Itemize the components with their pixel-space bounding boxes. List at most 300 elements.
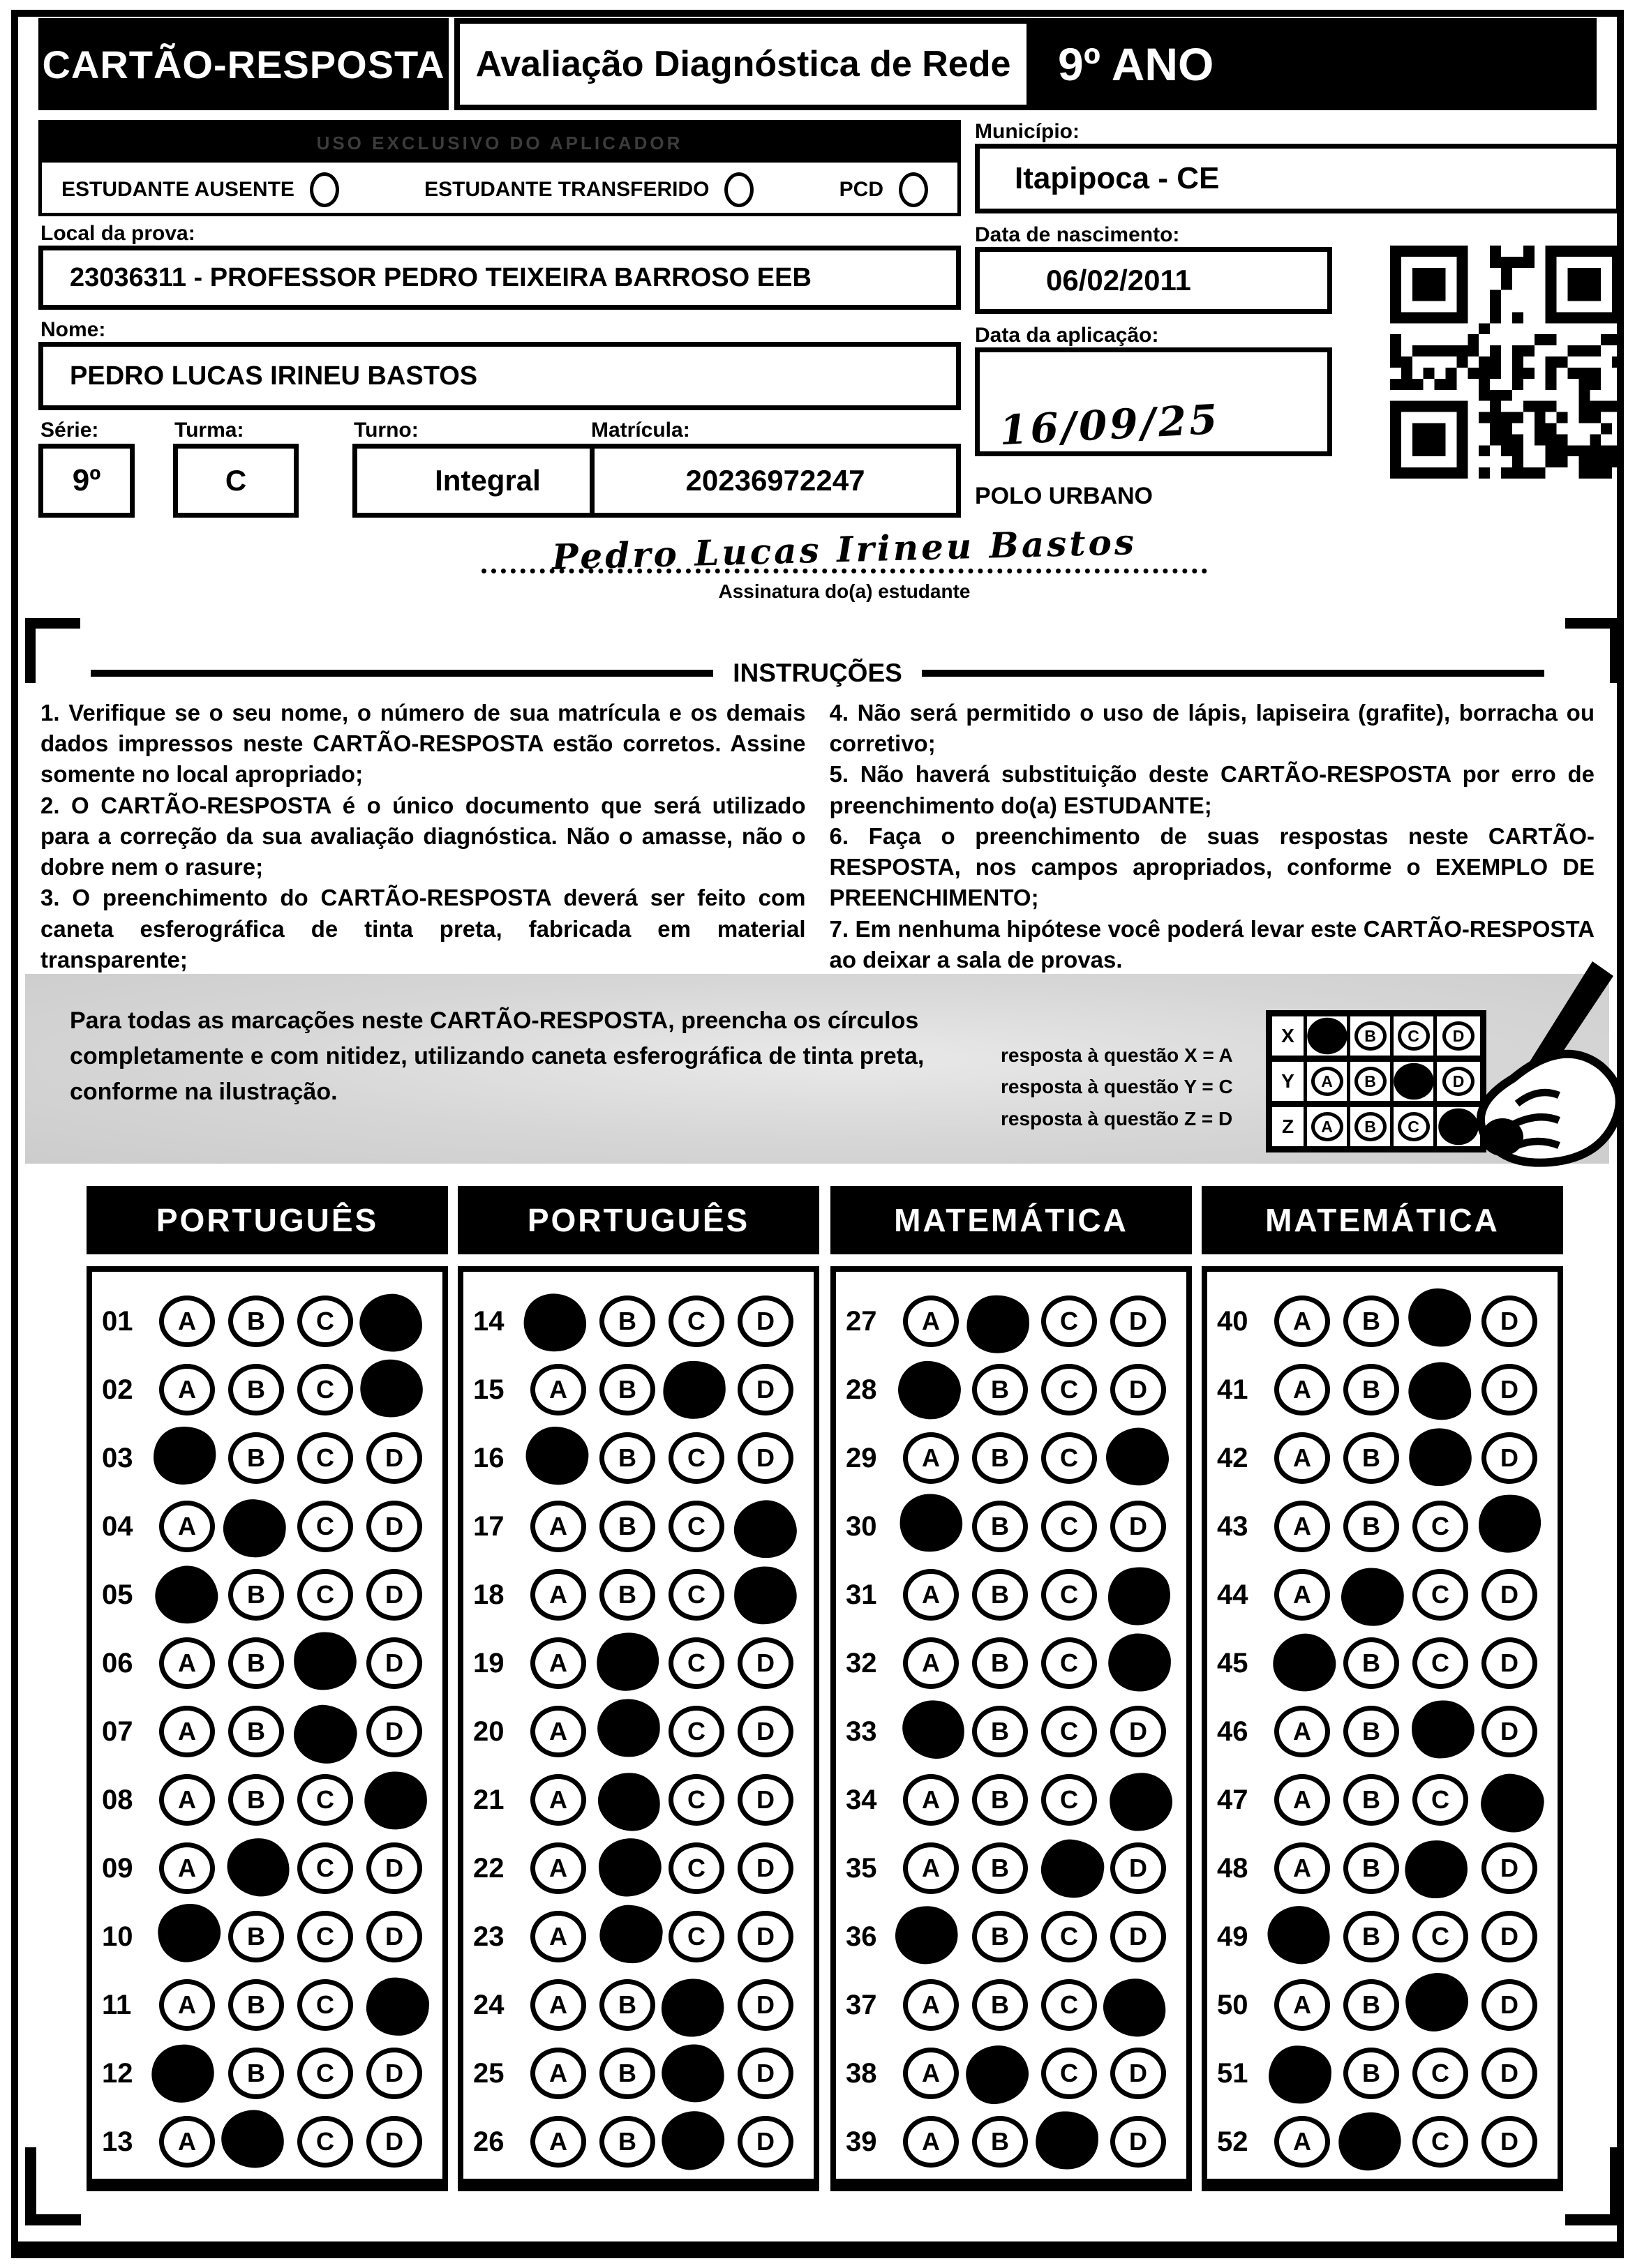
answer-bubble-21-A[interactable]: A [530, 1774, 586, 1826]
answer-bubble-43-C[interactable]: C [1412, 1501, 1468, 1552]
answer-bubble-39-B[interactable]: B [972, 2116, 1028, 2168]
answer-row [463, 2039, 814, 2108]
answer-bubble-30-C[interactable]: C [1041, 1501, 1097, 1552]
answer-bubble-29-C[interactable]: C [1041, 1432, 1097, 1484]
answer-bubble-13-B[interactable] [221, 2110, 284, 2168]
answer-bubble-35-D[interactable]: D [1110, 1842, 1166, 1894]
answer-bubble-22-D[interactable]: D [738, 1842, 793, 1894]
example-bubble: A [1311, 1112, 1343, 1141]
answer-bubble-46-D[interactable]: D [1481, 1706, 1537, 1757]
answer-bubble-36-D[interactable]: D [1110, 1911, 1166, 1962]
answer-bubble-01-C[interactable]: C [297, 1296, 353, 1347]
answer-bubble-30-A[interactable] [897, 1492, 964, 1554]
answer-bubble-50-A[interactable]: A [1274, 1979, 1330, 2031]
question-number: 41 [1217, 1374, 1248, 1405]
question-number: 11 [102, 1989, 132, 2020]
answer-bubble-43-B[interactable]: B [1343, 1501, 1399, 1552]
example-text: Para todas as marcações neste CARTÃO-RESPOSTA, preencha os círculos completamente e com nitidez, utilizando caneta esferográfica de tinta preta, conforme na ilustração. [70, 1007, 925, 1105]
answer-bubble-25-B[interactable]: B [599, 2048, 655, 2099]
answer-bubble-31-B[interactable]: B [972, 1569, 1028, 1621]
answer-bubble-29-A[interactable]: A [903, 1432, 959, 1484]
answer-bubble-31-A[interactable]: A [903, 1569, 959, 1621]
answer-bubble-42-D[interactable]: D [1481, 1432, 1537, 1484]
answer-bubble-15-B[interactable]: B [599, 1364, 655, 1415]
answer-bubble-35-C[interactable] [1038, 1835, 1107, 1902]
answer-bubble-24-B[interactable]: B [599, 1979, 655, 2031]
answer-bubble-14-A[interactable] [519, 1289, 592, 1357]
answer-bubble-15-A[interactable]: A [530, 1364, 586, 1415]
answer-bubble-07-D[interactable]: D [366, 1706, 422, 1757]
answer-bubble-20-A[interactable]: A [530, 1706, 586, 1757]
answer-bubble-15-C[interactable] [661, 1359, 727, 1421]
instructions-columns [40, 698, 1595, 975]
answer-bubble-09-C[interactable]: C [297, 1842, 353, 1894]
answer-bubble-19-B[interactable] [591, 1627, 664, 1697]
answer-bubble-33-B[interactable]: B [972, 1706, 1028, 1757]
answer-bubble-05-A[interactable] [151, 1561, 223, 1629]
answer-bubble-41-D[interactable]: D [1481, 1364, 1537, 1415]
answer-bubble-28-D[interactable]: D [1110, 1364, 1166, 1415]
answer-row [836, 1902, 1186, 1971]
example-legend-line: resposta à questão Y = C [1001, 1076, 1233, 1098]
answer-bubble-40-D[interactable]: D [1481, 1296, 1537, 1347]
answer-row [92, 2039, 442, 2108]
question-number: 50 [1217, 1989, 1248, 2020]
answer-bubble-03-A[interactable] [151, 1423, 219, 1487]
instructions-title: INSTRUÇÕES [733, 659, 902, 687]
answer-bubble-05-C[interactable]: C [297, 1569, 353, 1621]
aplicacao-label: Data da aplicação: [975, 324, 1159, 347]
answer-bubble-39-C[interactable] [1036, 2112, 1098, 2170]
answer-bubble-13-C[interactable]: C [297, 2116, 353, 2168]
nascimento-label: Data de nascimento: [975, 223, 1180, 246]
question-number: 35 [846, 1852, 877, 1884]
answer-bubble-09-A[interactable]: A [159, 1842, 215, 1894]
instruction-item: 7. Em nenhuma hipótese você poderá levar este CARTÃO-RESPOSTA ao deixar a sala de provas. [829, 915, 1595, 972]
answer-column [87, 1186, 448, 2191]
serie-field: 9º [38, 444, 135, 518]
question-number: 40 [1217, 1305, 1248, 1337]
answer-bubble-31-C[interactable]: C [1041, 1569, 1097, 1621]
answer-bubble-23-C[interactable]: C [669, 1911, 724, 1962]
answer-grid [830, 1266, 1192, 2191]
answer-bubble-24-D[interactable]: D [738, 1979, 793, 2031]
answer-bubble-10-B[interactable]: B [228, 1911, 284, 1962]
answer-column [830, 1186, 1192, 2191]
exam-title: Avaliação Diagnóstica de Rede [454, 18, 1032, 110]
answer-bubble-51-B[interactable]: B [1343, 2048, 1399, 2099]
answer-bubble-22-B[interactable] [597, 1835, 664, 1898]
answer-bubble-07-C[interactable] [289, 1699, 362, 1769]
answer-bubble-32-A[interactable]: A [903, 1637, 959, 1689]
answer-bubble-25-A[interactable]: A [530, 2048, 586, 2099]
question-number: 12 [102, 2057, 133, 2089]
answer-bubble-43-A[interactable]: A [1274, 1501, 1330, 1552]
answer-bubble-21-B[interactable] [593, 1768, 665, 1835]
answer-row [836, 2039, 1186, 2108]
answer-row [836, 1697, 1186, 1766]
answer-bubble-03-B[interactable]: B [228, 1432, 284, 1484]
answer-bubble-27-B[interactable] [966, 1294, 1030, 1354]
answer-bubble-18-D[interactable] [733, 1565, 798, 1625]
answer-bubble-12-A[interactable] [147, 2039, 219, 2108]
answer-bubble-23-A[interactable]: A [530, 1911, 586, 1962]
answer-bubble-36-A[interactable] [892, 1902, 961, 1967]
answer-bubble-03-D[interactable]: D [366, 1432, 422, 1484]
answer-bubble-38-B[interactable] [961, 2041, 1033, 2109]
corner-mark-bottom-left [25, 2147, 81, 2225]
answer-bubble-19-C[interactable]: C [669, 1637, 724, 1689]
answer-bubble-18-C[interactable]: C [669, 1569, 724, 1621]
turma-label: Turma: [174, 419, 244, 442]
answer-bubble-45-B[interactable]: B [1343, 1637, 1399, 1689]
question-number: 09 [102, 1852, 133, 1884]
answer-bubble-08-B[interactable]: B [228, 1774, 284, 1826]
question-number: 32 [846, 1647, 877, 1679]
answer-row [836, 1492, 1186, 1561]
answer-bubble-40-B[interactable]: B [1343, 1296, 1399, 1347]
question-number: 22 [473, 1852, 505, 1884]
answer-bubble-37-C[interactable]: C [1041, 1979, 1097, 2031]
answer-bubble-18-B[interactable]: B [599, 1569, 655, 1621]
answer-bubble-17-D[interactable] [730, 1496, 800, 1563]
answer-bubble-47-C[interactable]: C [1412, 1774, 1468, 1826]
answer-bubble-32-B[interactable]: B [972, 1637, 1028, 1689]
answer-bubble-41-B[interactable]: B [1343, 1364, 1399, 1415]
aplicador-option-label: ESTUDANTE TRANSFERIDO [424, 177, 710, 201]
answer-bubble-36-C[interactable]: C [1041, 1911, 1097, 1962]
answer-bubble-48-A[interactable]: A [1274, 1842, 1330, 1894]
answer-bubble-06-A[interactable]: A [159, 1637, 215, 1689]
answer-bubble-49-A[interactable] [1264, 1903, 1333, 1967]
answer-grid [87, 1266, 448, 2191]
answer-bubble-35-A[interactable]: A [903, 1842, 959, 1894]
answer-bubble-31-D[interactable] [1103, 1562, 1175, 1630]
answer-bubble-09-B[interactable] [223, 1834, 293, 1900]
answer-bubble-14-C[interactable]: C [669, 1296, 724, 1347]
answer-bubble-12-C[interactable]: C [297, 2048, 353, 2099]
answer-column [458, 1186, 819, 2191]
aplicador-option [424, 172, 754, 207]
answer-bubble-13-A[interactable]: A [159, 2116, 215, 2168]
answer-bubble-17-A[interactable]: A [530, 1501, 586, 1552]
instruction-item: 1. Verifique se o seu nome, o número de sua matrícula e os demais dados impressos neste CARTÃO-RESPOSTA estão corretos. Assine somente no local apropriado; [40, 700, 806, 788]
question-number: 06 [102, 1647, 133, 1679]
answer-bubble-09-D[interactable]: D [366, 1842, 422, 1894]
answer-bubble-52-A[interactable]: A [1274, 2116, 1330, 2168]
answer-bubble-26-C[interactable] [656, 2105, 730, 2176]
answer-bubble-50-D[interactable]: D [1481, 1979, 1537, 2031]
question-number: 48 [1217, 1852, 1248, 1884]
answer-bubble-33-D[interactable]: D [1110, 1706, 1166, 1757]
municipio-label: Município: [975, 120, 1080, 143]
answer-bubble-41-A[interactable]: A [1274, 1364, 1330, 1415]
answer-bubble-38-D[interactable]: D [1110, 2048, 1166, 2099]
answer-bubble-01-D[interactable] [359, 1293, 423, 1353]
answer-bubble-47-D[interactable] [1477, 1769, 1548, 1837]
answer-bubble-44-D[interactable]: D [1481, 1569, 1537, 1621]
answer-bubble-27-A[interactable]: A [903, 1296, 959, 1347]
answer-bubble-08-A[interactable]: A [159, 1774, 215, 1826]
answer-bubble-48-C[interactable] [1403, 1838, 1470, 1900]
answer-bubble-39-A[interactable]: A [903, 2116, 959, 2168]
answer-bubble-45-D[interactable]: D [1481, 1637, 1537, 1689]
answer-bubble-02-B[interactable]: B [228, 1364, 284, 1415]
question-number: 52 [1217, 2126, 1248, 2157]
hand-with-pen-icon [1387, 957, 1635, 1187]
answer-bubble-01-A[interactable]: A [159, 1296, 215, 1347]
question-number: 31 [846, 1579, 877, 1610]
question-number: 10 [102, 1921, 133, 1952]
answer-bubble-22-A[interactable]: A [530, 1842, 586, 1894]
question-number: 29 [846, 1442, 877, 1473]
answer-bubble-34-D[interactable] [1108, 1771, 1174, 1832]
answer-bubble-45-A[interactable] [1267, 1628, 1341, 1698]
answer-bubble-49-D[interactable]: D [1481, 1911, 1537, 1962]
question-number: 07 [102, 1715, 133, 1747]
answer-bubble-38-A[interactable]: A [903, 2048, 959, 2099]
answer-row [463, 1697, 814, 1766]
answer-bubble-32-C[interactable]: C [1041, 1637, 1097, 1689]
answer-bubble-19-D[interactable]: D [738, 1637, 793, 1689]
polo-label: POLO URBANO [975, 483, 1153, 509]
answer-bubble-24-C[interactable] [657, 1974, 728, 2041]
answer-bubble-49-C[interactable]: C [1412, 1911, 1468, 1962]
answer-bubble-50-C[interactable] [1402, 1969, 1472, 2036]
example-bubble: C [1398, 1021, 1430, 1051]
instruction-item: 5. Não haverá substituição deste CARTÃO-RESPOSTA por erro de preenchimento do(a) ESTUDANTE; [829, 761, 1595, 818]
answer-bubble-26-D[interactable]: D [738, 2116, 793, 2168]
local-field: 23036311 - PROFESSOR PEDRO TEIXEIRA BARROSO EEB [38, 246, 961, 310]
question-number: 17 [473, 1510, 505, 1542]
answer-bubble-27-D[interactable]: D [1110, 1296, 1166, 1347]
answer-bubble-26-A[interactable]: A [530, 2116, 586, 2168]
answer-bubble-21-D[interactable]: D [738, 1774, 793, 1826]
answer-bubble-23-B[interactable] [597, 1902, 666, 1967]
answer-bubble-06-C[interactable] [294, 1632, 357, 1690]
answer-bubble-16-D[interactable]: D [738, 1432, 793, 1484]
answer-bubble-44-B[interactable] [1340, 1566, 1405, 1627]
answer-bubble-47-A[interactable]: A [1274, 1774, 1330, 1826]
answer-bubble-22-C[interactable]: C [669, 1842, 724, 1894]
answer-bubble-10-D[interactable]: D [366, 1911, 422, 1962]
answer-bubble-29-D[interactable] [1103, 1425, 1172, 1489]
answer-bubble-27-C[interactable]: C [1041, 1296, 1097, 1347]
answer-bubble-04-D[interactable]: D [366, 1501, 422, 1552]
answer-column-subject: PORTUGUÊS [458, 1186, 819, 1254]
answer-bubble-21-C[interactable]: C [669, 1774, 724, 1826]
question-number: 28 [846, 1374, 877, 1405]
answer-bubble-10-C[interactable]: C [297, 1911, 353, 1962]
answer-bubble-42-A[interactable]: A [1274, 1432, 1330, 1484]
instruction-item: 3. O preenchimento do CARTÃO-RESPOSTA deverá ser feito com caneta esferográfica de tinta preta, fabricada em material transparente; [40, 885, 806, 972]
answer-bubble-02-C[interactable]: C [297, 1364, 353, 1415]
answer-bubble-28-A[interactable] [894, 1357, 964, 1424]
answer-bubble-05-B[interactable]: B [228, 1569, 284, 1621]
answer-bubble-42-B[interactable]: B [1343, 1432, 1399, 1484]
example-cell [1307, 1107, 1350, 1146]
answer-bubble-10-A[interactable] [155, 1900, 224, 1965]
answer-bubble-07-A[interactable]: A [159, 1706, 215, 1757]
answer-bubble-12-D[interactable]: D [366, 2048, 422, 2099]
example-bubble: D [1442, 1021, 1475, 1051]
qr-code [1390, 246, 1623, 479]
answer-bubble-46-C[interactable] [1411, 1700, 1475, 1759]
answer-bubble-43-D[interactable] [1475, 1491, 1544, 1557]
answer-bubble-17-B[interactable]: B [599, 1501, 655, 1552]
answer-bubble-35-B[interactable]: B [972, 1842, 1028, 1894]
answer-bubble-37-A[interactable]: A [903, 1979, 959, 2031]
answer-bubble-04-A[interactable]: A [159, 1501, 215, 1552]
answer-bubble-52-C[interactable]: C [1412, 2116, 1468, 2168]
answer-bubble-46-A[interactable]: A [1274, 1706, 1330, 1757]
answer-column [1202, 1186, 1563, 2191]
answer-bubble-29-B[interactable]: B [972, 1432, 1028, 1484]
answer-bubble-48-D[interactable]: D [1481, 1842, 1537, 1894]
answer-row [92, 1697, 442, 1766]
answer-bubble-44-A[interactable]: A [1274, 1569, 1330, 1621]
question-number: 18 [473, 1579, 505, 1610]
answer-bubble-25-C[interactable] [661, 2043, 725, 2103]
answer-bubble-33-A[interactable] [897, 1695, 970, 1764]
answer-bubble-08-D[interactable] [363, 1770, 428, 1831]
answer-bubble-06-D[interactable]: D [366, 1637, 422, 1689]
answer-bubble-05-D[interactable]: D [366, 1569, 422, 1621]
example-cell [1307, 1016, 1350, 1056]
answer-bubble-14-B[interactable]: B [599, 1296, 655, 1347]
answer-column-subject: PORTUGUÊS [87, 1186, 448, 1254]
answer-row [1207, 1561, 1558, 1629]
answer-bubble-33-C[interactable]: C [1041, 1706, 1097, 1757]
answer-bubble-24-A[interactable]: A [530, 1979, 586, 2031]
answer-bubble-45-C[interactable]: C [1412, 1637, 1468, 1689]
answer-bubble-17-C[interactable]: C [669, 1501, 724, 1552]
answer-bubble-04-B[interactable] [221, 1497, 288, 1560]
question-number: 30 [846, 1510, 877, 1542]
answer-bubble-26-B[interactable]: B [599, 2116, 655, 2168]
answer-bubble-51-D[interactable]: D [1481, 2048, 1537, 2099]
answer-bubble-48-B[interactable]: B [1343, 1842, 1399, 1894]
aplicador-option-bubble[interactable] [724, 172, 754, 207]
answer-bubble-25-D[interactable]: D [738, 2048, 793, 2099]
answer-bubble-30-B[interactable]: B [972, 1501, 1028, 1552]
nascimento-field: 06/02/2011 [975, 247, 1332, 314]
answer-bubble-16-C[interactable]: C [669, 1432, 724, 1484]
answer-bubble-52-D[interactable]: D [1481, 2116, 1537, 2168]
answer-bubble-28-C[interactable]: C [1041, 1364, 1097, 1415]
answer-row [92, 1629, 442, 1697]
answer-bubble-11-B[interactable]: B [228, 1979, 284, 2031]
answer-bubble-02-A[interactable]: A [159, 1364, 215, 1415]
instructions-right [830, 698, 1595, 975]
answer-bubble-39-D[interactable]: D [1110, 2116, 1166, 2168]
answer-bubble-50-B[interactable]: B [1343, 1979, 1399, 2031]
answer-bubble-08-C[interactable]: C [297, 1774, 353, 1826]
question-number: 26 [473, 2126, 505, 2157]
answer-bubble-20-B[interactable] [597, 1699, 660, 1757]
answer-row [1207, 1629, 1558, 1697]
answer-bubble-20-D[interactable]: D [738, 1706, 793, 1757]
instruction-item: 4. Não será permitido o uso de lápis, lapiseira (grafite), borracha ou corretivo; [829, 700, 1595, 757]
answer-bubble-49-B[interactable]: B [1343, 1911, 1399, 1962]
answer-bubble-34-B[interactable]: B [972, 1774, 1028, 1826]
answer-bubble-44-C[interactable]: C [1412, 1569, 1468, 1621]
answer-bubble-03-C[interactable]: C [297, 1432, 353, 1484]
answer-bubble-06-B[interactable]: B [228, 1637, 284, 1689]
answer-bubble-20-C[interactable]: C [669, 1706, 724, 1757]
answer-row [836, 1971, 1186, 2039]
answer-bubble-01-B[interactable]: B [228, 1296, 284, 1347]
answer-bubble-28-B[interactable]: B [972, 1364, 1028, 1415]
question-number: 42 [1217, 1442, 1248, 1473]
answer-bubble-11-A[interactable]: A [159, 1979, 215, 2031]
aplicador-option-bubble[interactable] [310, 172, 339, 207]
answer-bubble-11-C[interactable]: C [297, 1979, 353, 2031]
answer-bubble-19-A[interactable]: A [530, 1637, 586, 1689]
answer-bubble-40-A[interactable]: A [1274, 1296, 1330, 1347]
aplicacao-handwritten-date: 16/09/25 [998, 395, 1222, 455]
card-title: CARTÃO-RESPOSTA [38, 18, 449, 110]
answer-bubble-51-C[interactable]: C [1412, 2048, 1468, 2099]
aplicador-option-bubble[interactable] [899, 172, 928, 207]
answer-bubble-30-D[interactable]: D [1110, 1501, 1166, 1552]
corner-mark-top-right [1565, 618, 1620, 683]
example-bubble: D [1442, 1067, 1475, 1096]
answer-bubble-42-C[interactable] [1406, 1425, 1475, 1489]
answer-bubble-46-B[interactable]: B [1343, 1706, 1399, 1757]
answer-bubble-37-B[interactable]: B [972, 1979, 1028, 2031]
answer-row [463, 1355, 814, 1424]
answer-row [463, 1629, 814, 1697]
instruction-item: 6. Faça o preenchimento de suas respostas neste CARTÃO-RESPOSTA, nos campos apropriados, conforme o EXEMPLO DE PREENCHIMENTO; [829, 823, 1595, 911]
aplicador-box [38, 120, 961, 216]
answer-bubble-16-B[interactable]: B [599, 1432, 655, 1484]
answer-bubble-07-B[interactable]: B [228, 1706, 284, 1757]
answer-bubble-13-D[interactable]: D [366, 2116, 422, 2168]
answer-bubble-37-D[interactable] [1101, 1976, 1167, 2038]
answer-bubble-18-A[interactable]: A [530, 1569, 586, 1621]
answer-bubble-14-D[interactable]: D [738, 1296, 793, 1347]
question-number: 25 [473, 2057, 505, 2089]
signature-label: Assinatura do(a) estudante [718, 580, 971, 602]
answer-bubble-15-D[interactable]: D [738, 1364, 793, 1415]
answer-bubble-02-D[interactable] [356, 1355, 426, 1422]
answer-bubble-23-D[interactable]: D [738, 1911, 793, 1962]
answer-column-subject: MATEMÁTICA [830, 1186, 1192, 1254]
answer-bubble-51-A[interactable] [1268, 2045, 1332, 2105]
answer-bubble-36-B[interactable]: B [972, 1911, 1028, 1962]
answer-sections [87, 1186, 1568, 2198]
answer-bubble-12-B[interactable]: B [228, 2048, 284, 2099]
answer-bubble-40-C[interactable] [1403, 1283, 1476, 1351]
answer-bubble-16-A[interactable] [523, 1423, 592, 1488]
answer-row [1207, 2108, 1558, 2176]
answer-bubble-41-C[interactable] [1407, 1360, 1473, 1422]
answer-row [463, 2108, 814, 2176]
answer-bubble-32-D[interactable] [1108, 1633, 1172, 1692]
question-number: 49 [1217, 1921, 1248, 1952]
answer-bubble-34-C[interactable]: C [1041, 1774, 1097, 1826]
question-number: 46 [1217, 1715, 1248, 1747]
answer-bubble-34-A[interactable]: A [903, 1774, 959, 1826]
answer-bubble-47-B[interactable]: B [1343, 1774, 1399, 1826]
answer-bubble-38-C[interactable]: C [1041, 2048, 1097, 2099]
answer-bubble-04-C[interactable]: C [297, 1501, 353, 1552]
question-number: 39 [846, 2126, 877, 2157]
answer-bubble-52-B[interactable] [1333, 2106, 1407, 2177]
question-number: 23 [473, 1921, 505, 1952]
answer-bubble-11-D[interactable] [364, 1976, 431, 2038]
